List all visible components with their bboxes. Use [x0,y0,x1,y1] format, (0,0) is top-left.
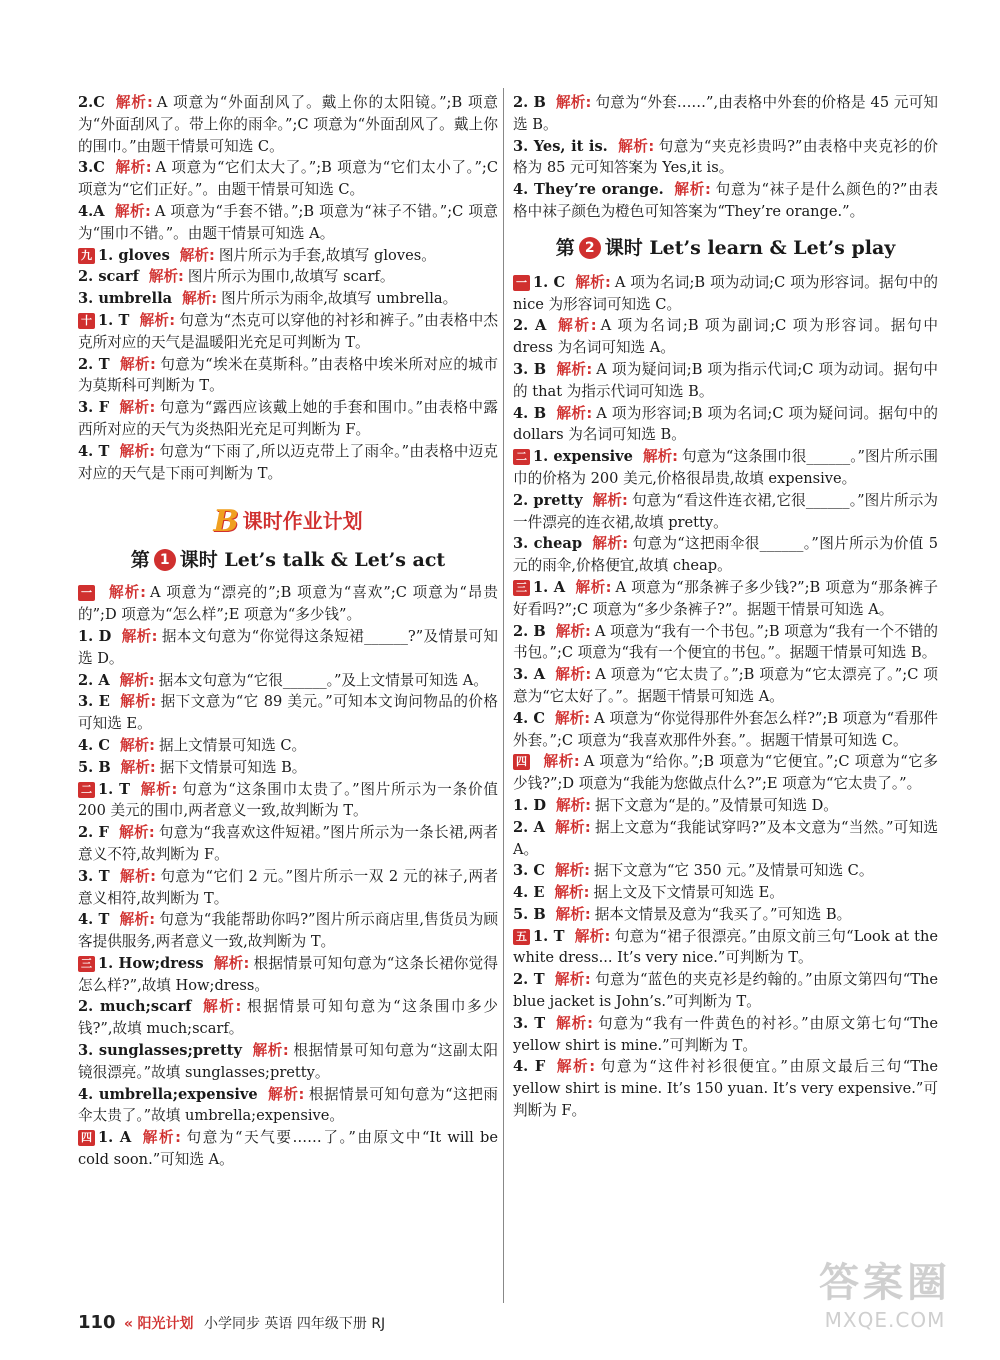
answer-key: 1. T [98,311,130,329]
analysis-text: 句意为“我有一件黄色的衬衫。”由原文第七句“The yellow shirt is mine.”可判断为 T。 [513,1014,938,1054]
analysis-text: 据下文意为“是的。”及情景可知选 D。 [595,796,838,814]
analysis-label: 解析: [114,159,152,177]
answer-entry [78,691,498,735]
analysis-text: 据本文句意为“它很______。”及上文情景可知选 A。 [158,671,488,689]
analysis-text: 句意为“我能帮助你吗?”图片所示商店里,售货员为顾客提供服务,两者意义一致,故判断为 T。 [78,911,498,951]
answer-key: 3. F [78,399,110,417]
analysis-label: 解析: [556,404,593,422]
lesson-number: 2 [579,237,601,259]
analysis-label: 解析: [617,137,655,155]
answer-entry [513,795,938,817]
analysis-text: 句意为“天气要……了。”由原文中“It will be cold soon.”可知选 A。 [78,1129,499,1169]
analysis-label: 解析: [114,94,153,111]
analysis-label: 解析: [213,954,250,972]
analysis-label: 解析: [592,491,628,509]
page-footer [78,1312,385,1333]
analysis-text: 句意为“下雨了,所以迈克带上了雨伞。”由表格中迈克对应的天气是下雨可判断为 T。 [78,442,498,482]
analysis-label: 解析: [179,246,215,264]
analysis-label: 解析: [108,584,147,602]
analysis-label: 解析: [556,360,593,378]
analysis-label: 解析: [554,971,591,989]
analysis-label: 解析: [119,671,155,689]
analysis-label: 解析: [555,622,591,640]
analysis-text: 句意为“看这件连衣裙,它很______。”图片所示为一件漂亮的连衣裙,故填 pretty。 [513,491,938,531]
analysis-label: 解析: [555,666,592,684]
answer-entry [78,92,498,157]
analysis-text: A 项为疑问词;B 项为指示代词;C 项为动词。据句中的 that 为指示代词可知选 B。 [513,360,938,400]
watermark-logo [790,1251,980,1346]
analysis-text: 句意为“埃米在莫斯科。”由表格中埃米所对应的城市为莫斯科可判断为 T。 [78,355,498,395]
section-heading [78,504,498,539]
analysis-text: 图片所示为雨伞,故填写 umbrella。 [221,290,458,308]
answer-entry [513,882,938,904]
analysis-text: A 项意为“它们太大了。”;B 项意为“它们太小了。”;C 项意为“它们正好。”。由题干情景可知选 C。 [78,159,498,199]
watermark-line2: MXQE.COM [824,1308,946,1332]
answer-entry [513,315,938,359]
answer-key: 1. C [533,273,566,291]
analysis-label: 解析: [118,824,155,842]
analysis-text: 句意为“杰克可以穿他的衬衫和裤子。”由表格中杰克所对应的天气是温暖阳光充足可判断为 T。 [78,311,498,351]
analysis-label: 解析: [543,753,580,771]
analysis-text: A 项意为“手套不错。”;B 项意为“袜子不错。”;C 项意为“围巾不错。”。由题干情景可知选 A。 [78,202,498,242]
analysis-text: A 项意为“漂亮的”;B 项意为“喜欢”;C 项意为“昂贵的”;D 项意为“怎么样”;E 项意为“多少钱”。 [78,584,498,624]
analysis-label: 解析: [267,1085,305,1103]
answer-key: 2. pretty [513,491,583,509]
lesson-title: 课时 Let’s talk & Let’s act [179,549,446,572]
answer-key: 1. T [533,927,565,945]
answer-key: 4. B [513,404,547,422]
answer-key: 3. Yes, it is. [513,137,608,155]
section-title: 课时作业计划 [242,509,363,534]
analysis-text: 根据情景可知句意为“这条围巾多少钱?”,故填 much;scarf。 [78,998,498,1038]
analysis-text: A 项意为“我有一个书包。”;B 项意为“我有一个不错的书包。”;C 项意为“我有一个便宜的书包。”。据题干情景可知选 B。 [513,622,938,662]
chevron-icon: « [124,1316,134,1332]
section-letter: B [213,504,239,540]
answer-entry [78,354,498,398]
section-badge: 十 [78,313,95,329]
answer-key: 1. D [78,627,112,645]
answer-entry [78,157,498,201]
analysis-label: 解析: [119,736,155,754]
analysis-label: 解析: [141,1129,181,1147]
answer-entry [513,359,938,403]
answer-entry [78,735,498,757]
answer-entry [513,403,938,447]
answer-entry [78,441,498,485]
answer-entry [513,817,938,861]
answer-entry [513,533,938,577]
answer-entry [78,266,498,288]
answer-entry [78,670,498,692]
analysis-label: 解析: [555,1014,593,1032]
analysis-text: 据本文情景及意为“我买了。”可知选 B。 [594,905,852,923]
answer-key: 3. E [78,693,110,711]
analysis-text: 据上文意为“我能试穿吗?”及本文意为“当然。”可知选 A。 [513,818,939,858]
analysis-text: A 项意为“那条裤子多少钱?”;B 项意为“那条裤子好看吗?”;C 项意为“多少条裤子?”。据题干情景可知选 A。 [513,578,939,618]
answer-key: 2. scarf [78,268,139,286]
answer-entry [78,626,498,670]
analysis-label: 解析: [114,202,151,220]
answer-key: 2. A [513,317,547,335]
analysis-label: 解析: [120,758,156,776]
answer-key: 1. D [513,796,546,814]
section-badge: 二 [513,449,530,465]
answer-key: 4. T [78,442,110,460]
section-badge: 三 [78,956,95,972]
analysis-text: 句意为“这把雨伞很______。”图片所示为价值 5 元的雨伞,价格便宜,故填 cheap。 [513,535,938,575]
answer-key: 2.C [78,94,105,111]
answer-entry [78,909,498,953]
answer-entry [513,926,938,970]
answer-key: 5. B [513,905,546,923]
analysis-text: 句意为“袜子是什么颜色的?”由表格中袜子颜色为橙色可知答案为“They’re orange.”。 [513,181,939,220]
lesson-number: 1 [154,549,176,571]
answer-entry [78,996,498,1040]
answer-entry [513,272,938,316]
answer-key: 2. A [513,818,545,836]
answer-entry [78,288,498,310]
answer-key: 1. T [98,780,130,798]
brand-name: 阳光计划 [137,1316,194,1332]
analysis-label: 解析: [592,535,629,553]
analysis-text: A 项为名词;B 项为副词;C 项为形容词。据句中 dress 为名词可知选 A。 [513,317,938,357]
answer-key: 3. T [78,867,110,885]
right-column [513,92,938,1122]
analysis-label: 解析: [554,709,591,727]
analysis-text: 图片所示为围巾,故填写 scarf。 [187,268,395,286]
answer-key: 4. umbrella;expensive [78,1085,258,1103]
answer-key: 3.C [78,159,105,177]
answer-entry [78,953,498,997]
answer-entry [513,446,938,490]
column-divider [503,88,504,1303]
answer-entry [513,969,938,1013]
section-badge: 五 [513,929,530,945]
lesson-heading [78,545,498,572]
analysis-text: A 项为形容词;B 项为名词;C 项为疑问词。据句中的 dollars 为名词可知选 B。 [513,404,938,444]
answer-entry [78,310,498,354]
answer-entry [78,582,498,626]
answer-entry [78,757,498,779]
section-badge: 二 [78,782,95,798]
answer-key: 3. cheap [513,535,583,553]
answer-key: 2. much;scarf [78,998,192,1016]
analysis-text: A 项意为“它太贵了。”;B 项意为“它太漂亮了。”;C 项意为“它太好了。”。据题干情景可知选 A。 [513,666,938,705]
answer-entry [513,490,938,534]
analysis-text: 句意为“露西应该戴上她的手套和围巾。”由表格中露西所对应的天气为炎热阳光充足可判断为 F。 [78,399,498,438]
section-badge: 四 [513,754,530,770]
answer-entry [78,245,498,267]
answer-entry [513,577,938,621]
answer-key: 2. F [78,824,109,842]
analysis-label: 解析: [182,290,218,308]
lesson-title: 课时 Let’s learn & Let’s play [604,236,896,259]
answer-key: 2. A [78,671,110,689]
analysis-label: 解析: [121,627,158,645]
answer-entry [513,136,938,180]
answer-entry [78,822,498,866]
analysis-text: 据上文情景可知选 C。 [158,736,307,754]
analysis-text: A 项意为“你觉得那件外套怎么样?”;B 项意为“看那件外套。”;C 项意为“我喜欢那件外套。”。据题干情景可知选 C。 [513,709,939,749]
answer-key: 1. A [533,578,566,596]
analysis-text: 句意为“这条围巾太贵了。”图片所示为一条价值 200 美元的围巾,两者意义一致,故判断为 T。 [78,780,499,820]
analysis-text: 句意为“裙子很漂亮。”由原文前三句“Look at the white dress... It’s very nice.”可判断为 T。 [513,927,938,967]
analysis-text: 图片所示为手套,故填写 gloves。 [218,246,436,264]
analysis-label: 解析: [642,448,679,466]
answer-key: 2. B [513,94,546,111]
analysis-label: 解析: [119,442,156,460]
answer-key: 1. How;dress [98,954,204,972]
answer-entry [78,201,498,245]
answer-entry [513,751,938,795]
analysis-text: 根据情景可知句意为“这副太阳镜很漂亮。”故填 sunglasses;pretty。 [78,1042,499,1081]
section-badge: 一 [78,585,95,601]
analysis-text: 据上文及下文情景可知选 E。 [593,884,784,902]
left-column [78,92,498,1171]
analysis-label: 解析: [574,927,611,945]
answer-key: 3. sunglasses;pretty [78,1042,242,1060]
answer-key: 1. A [98,1129,132,1147]
answer-key: 3. C [513,862,545,880]
lesson-heading [513,233,938,260]
analysis-label: 解析: [555,796,592,814]
answer-entry [513,904,938,926]
analysis-text: 据下文情景可知选 B。 [159,758,307,776]
analysis-text: A 项意为“给你。”;B 项意为“它便宜。”;C 项意为“它多少钱?”;D 项意为“我能为您做点什么?”;E 项意为“它太贵了。”。 [513,753,938,793]
answer-key: 2. T [513,971,545,989]
analysis-label: 解析: [556,317,597,335]
analysis-label: 解析: [555,1058,596,1076]
answer-key: 4. E [513,884,545,902]
analysis-label: 解析: [119,355,156,373]
watermark-line1: 答案圈 [819,1260,951,1306]
analysis-label: 解析: [119,693,157,711]
analysis-label: 解析: [201,998,242,1016]
analysis-text: 句意为“我喜欢这件短裙。”图片所示为一条长裙,两者意义不符,故判断为 F。 [78,824,498,863]
answer-key: 1. expensive [533,448,633,466]
analysis-text: 据本文句意为“你觉得这条短裙______?”及情景可知选 D。 [78,627,498,667]
answer-key: 5. B [78,758,111,776]
analysis-text: 句意为“这条围巾很______。”图片所示围巾的价格为 200 美元,价格很昂贵,故填 expensive。 [513,448,939,487]
analysis-text: 句意为“这件衬衫很便宜。”由原文最后三句“The yellow shirt is mine. It’s 150 yuan. It’s very expensive.”可判断为 F。 [513,1058,938,1120]
answer-key: 4. F [513,1058,546,1076]
analysis-text: 据下文意为“它 89 美元。”可知本文询问物品的价格可知选 E。 [78,693,498,733]
analysis-text: 句意为“蓝色的夹克衫是约翰的。”由原文第四句“The blue jacket is John’s.”可判断为 T。 [513,971,938,1011]
analysis-text: A 项意为“外面刮风了。戴上你的太阳镜。”;B 项意为“外面刮风了。带上你的雨伞。”;C 项意为“外面刮风了。戴上你的围巾。”由题干情景可知选 C。 [78,94,498,155]
answer-entry [513,860,938,882]
section-badge: 九 [78,248,95,264]
analysis-label: 解析: [555,94,592,111]
answer-entry [78,1084,498,1128]
lesson-prefix: 第 [130,549,150,572]
answer-entry [513,621,938,665]
answer-entry [513,1056,938,1121]
section-badge: 四 [78,1130,95,1146]
analysis-label: 解析: [554,818,591,836]
answer-key: 3. umbrella [78,290,173,308]
analysis-label: 解析: [139,311,176,329]
answer-key: 3. A [513,666,546,684]
analysis-label: 解析: [119,911,156,929]
analysis-text: 根据情景可知句意为“这条长裙你觉得怎么样?”,故填 How;dress。 [78,954,498,994]
answer-entry [78,779,498,823]
answer-entry [513,92,938,136]
answer-key: 4. C [78,736,110,754]
answer-entry [78,397,498,441]
lesson-prefix: 第 [555,236,575,259]
answer-key: 4. C [513,709,545,727]
analysis-label: 解析: [673,181,711,199]
page-number: 110 [78,1312,116,1333]
book-subtitle: 小学同步 英语 四年级下册 RJ [203,1316,386,1332]
answer-entry [513,1013,938,1057]
analysis-text: 句意为“它们 2 元。”图片所示一双 2 元的袜子,两者意义相符,故判断为 T。 [78,867,498,907]
section-badge: 三 [513,580,530,596]
analysis-label: 解析: [575,578,612,596]
section-badge: 一 [513,275,530,291]
analysis-text: 根据情景可知句意为“这把雨伞太贵了。”故填 umbrella;expensive。 [78,1085,498,1125]
answer-key: 3. T [513,1014,546,1032]
analysis-label: 解析: [575,273,611,291]
analysis-text: 据下文意为“它 350 元。”及情景可知选 C。 [593,862,874,880]
answer-key: 2. B [513,622,546,640]
analysis-label: 解析: [555,905,591,923]
analysis-label: 解析: [119,867,156,885]
analysis-label: 解析: [554,862,590,880]
answer-entry [513,179,938,223]
answer-key: 1. gloves [98,246,170,264]
answer-entry [78,1040,498,1084]
answer-entry [78,866,498,910]
answer-entry [513,708,938,752]
analysis-label: 解析: [252,1042,289,1060]
answer-entry [78,1127,498,1171]
answer-key: 2. T [78,355,110,373]
analysis-label: 解析: [554,884,590,902]
answer-key: 4. They’re orange. [513,181,664,199]
analysis-text: 句意为“夹克衫贵吗?”由表格中夹克衫的价格为 85 元可知答案为 Yes,it is。 [513,137,938,177]
answer-entry [513,664,938,708]
answer-key: 3. B [513,360,547,378]
analysis-label: 解析: [139,780,178,798]
analysis-label: 解析: [148,268,184,286]
answer-key: 4.A [78,202,105,220]
answer-key: 4. T [78,911,110,929]
analysis-text: 句意为“外套……”,由表格中外套的价格是 45 元可知选 B。 [513,94,938,133]
analysis-text: A 项为名词;B 项为动词;C 项为形容词。据句中的 nice 为形容词可知选 C。 [513,273,938,313]
analysis-label: 解析: [119,399,156,417]
